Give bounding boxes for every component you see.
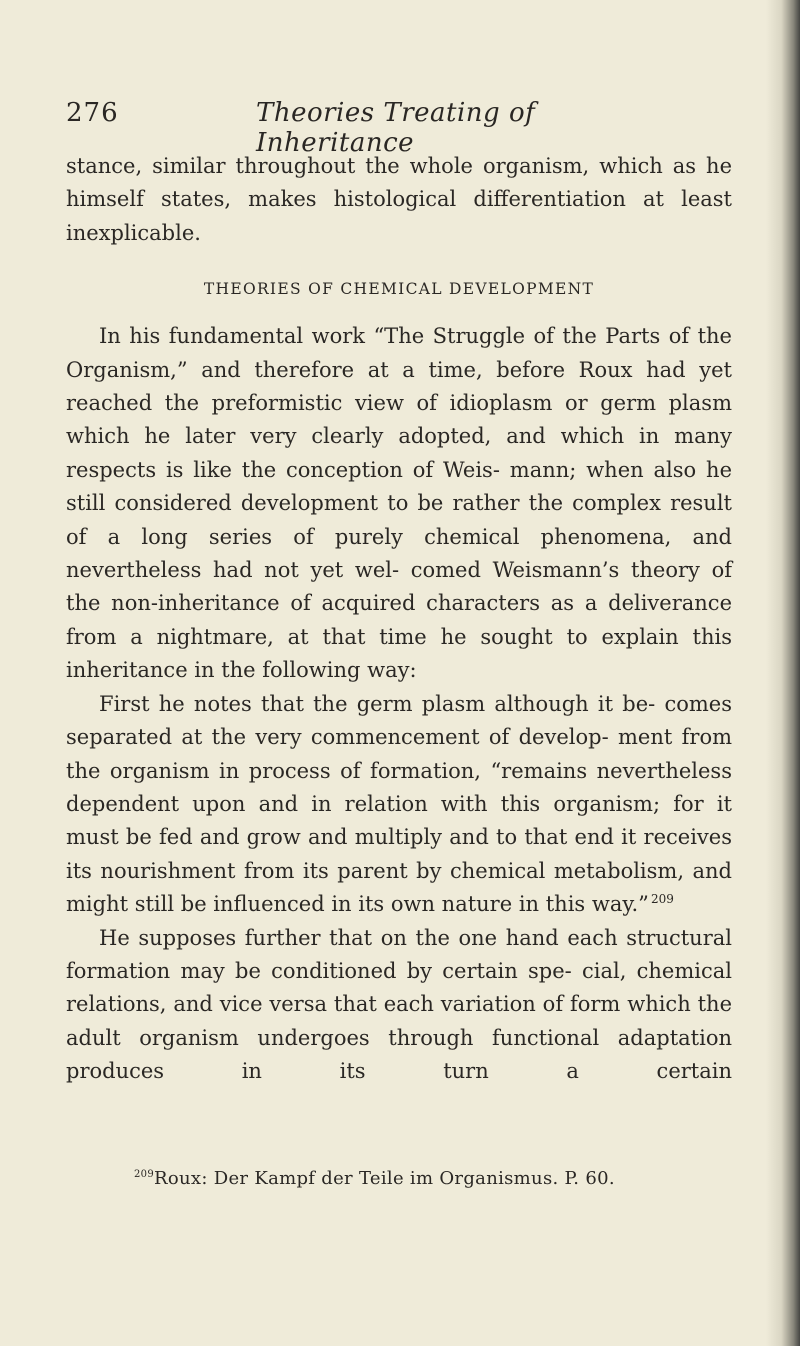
- footnote: [134, 1168, 615, 1189]
- footnote-reference[interactable]: 209: [650, 892, 674, 907]
- section-heading: THEORIES OF CHEMICAL DEVELOPMENT: [203, 280, 595, 299]
- footnote-number: 209: [134, 1169, 154, 1180]
- paragraph-germ-plasm: [66, 688, 732, 922]
- page-number: 276: [66, 98, 119, 128]
- footnote-text: Roux: Der Kampf der Teile im Organismus. P. 60.: [154, 1168, 615, 1189]
- paragraph-fundamental-work: In his fundamental work “The Struggle of the Parts of the Organism,” and therefore at a time, before Roux had yet reached the preformistic view of idioplasm or germ plasm which he later very clearly adopted, and which in many respects is like the conception of Weis- mann; when also he still considered development to be rather the complex result of a long series of purely chemical phenomena, and nevertheless had not yet wel- comed Weismann’s theory of the non-inheritance of acquired characters as a deliverance from a nightmare, at that time he sought to explain this inheritance in the following way:: [66, 324, 732, 683]
- running-title: Theories Treating of Inheritance: [256, 98, 536, 158]
- paragraph-germ-plasm-text: First he notes that the germ plasm although it be- comes separated at the very commencement of develop- ment from the organism in process of formation, “remains nevertheless dependent upon and in relation with this organism; for it must be fed and grow and multiply and to that end it receives its nourishment from its parent by chemical metabolism, and might still be influenced in its own nature in this way.”: [66, 691, 732, 917]
- body-text: [66, 150, 732, 1089]
- page-edge-shadow: [766, 0, 800, 1346]
- paragraph-continuation: stance, similar throughout the whole organism, which as he himself states, makes histological differentiation at least inexplicable.: [66, 154, 732, 245]
- paragraph-structural-formation: He supposes further that on the one hand each structural formation may be conditioned by certain spe- cial, chemical relations, and vice versa that each variation of form which the adult organism undergoes through functional adaptation produces in its turn a certain: [66, 925, 732, 1084]
- page-header: [66, 98, 666, 158]
